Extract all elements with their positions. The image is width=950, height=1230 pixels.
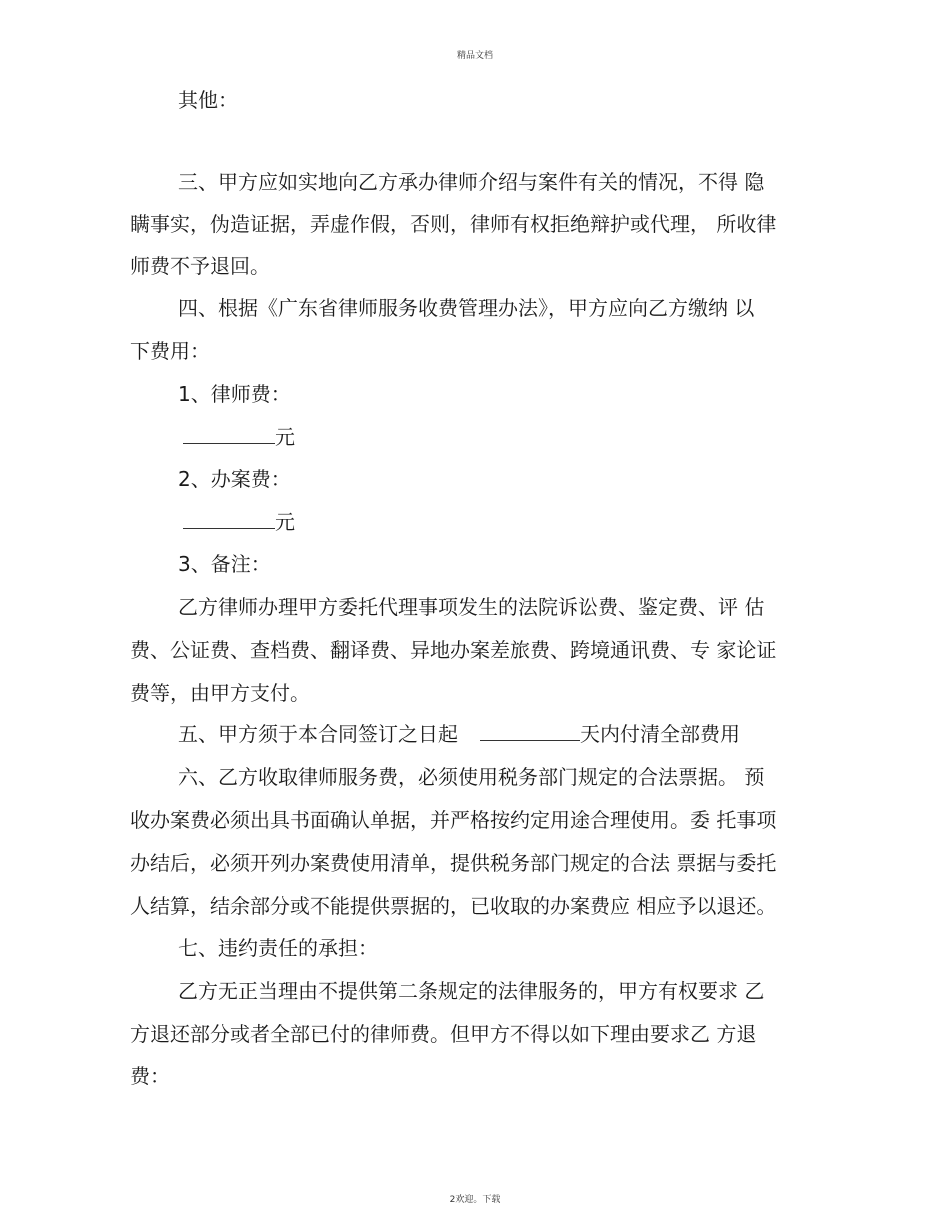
page-header: 精品文档 (456, 51, 493, 61)
section-4-line-2: 下费用： (130, 339, 210, 363)
section-6-line-4: 人结算，结余部分或不能提供票据的，已收取的办案费应 相应予以退还。 (130, 894, 777, 918)
section-7-para-line-2: 方退还部分或者全部已付的律师费。但甲方不得以如下理由要求乙 方退 (130, 1022, 757, 1046)
fee-item-2-label: 2、办案费： (178, 467, 291, 491)
section-7-para-line-1: 乙方无正当理由不提供第二条规定的法律服务的，甲方有权要求 乙 (178, 979, 765, 1003)
other-label: 其他： (178, 88, 238, 112)
case-fee-blank (183, 510, 275, 529)
case-fee-unit: 元 (275, 510, 295, 534)
fee-item-2-amount (183, 508, 295, 536)
fee-item-3-label: 3、备注： (178, 552, 271, 576)
section-3-line-3: 师费不予退回。 (130, 254, 270, 278)
section-6-line-2: 收办案费必须出具书面确认单据，并严格按约定用途合理使用。委 托事项 (130, 808, 777, 832)
section-5-text-b: 天内付清全部费用 (580, 722, 740, 746)
payment-days-blank (480, 722, 580, 741)
fee-item-1-amount (183, 423, 295, 451)
section-7-para-line-3: 费： (130, 1064, 170, 1088)
lawyer-fee-unit: 元 (275, 425, 295, 449)
section-3-line-2: 瞒事实，伪造证据，弄虚作假，否则，律师有权拒绝辩护或代理， 所收律 (130, 212, 777, 236)
note-line-3: 费等，由甲方支付。 (130, 681, 310, 705)
section-6-line-3: 办结后，必须开列办案费使用清单，提供税务部门规定的合法 票据与委托 (130, 851, 777, 875)
section-5-line (178, 720, 740, 748)
section-4-line-1: 四、根据《广东省律师服务收费管理办法》，甲方应向乙方缴纳 以 (178, 296, 755, 320)
note-line-2: 费、公证费、查档费、翻译费、异地办案差旅费、跨境通讯费、专 家论证 (130, 638, 777, 662)
section-3-line-1: 三、甲方应如实地向乙方承办律师介绍与案件有关的情况，不得 隐 (178, 170, 765, 194)
section-7-heading: 七、违约责任的承担： (178, 936, 378, 960)
section-6-line-1: 六、乙方收取律师服务费，必须使用税务部门规定的合法票据。 预 (178, 765, 765, 789)
note-line-1: 乙方律师办理甲方委托代理事项发生的法院诉讼费、鉴定费、评 估 (178, 595, 765, 619)
lawyer-fee-blank (183, 425, 275, 444)
page-footer: 2欢迎。下载 (449, 1195, 501, 1205)
section-5-text-a: 五、甲方须于本合同签订之日起 (178, 722, 458, 746)
fee-item-1-label: 1、律师费： (178, 382, 291, 406)
